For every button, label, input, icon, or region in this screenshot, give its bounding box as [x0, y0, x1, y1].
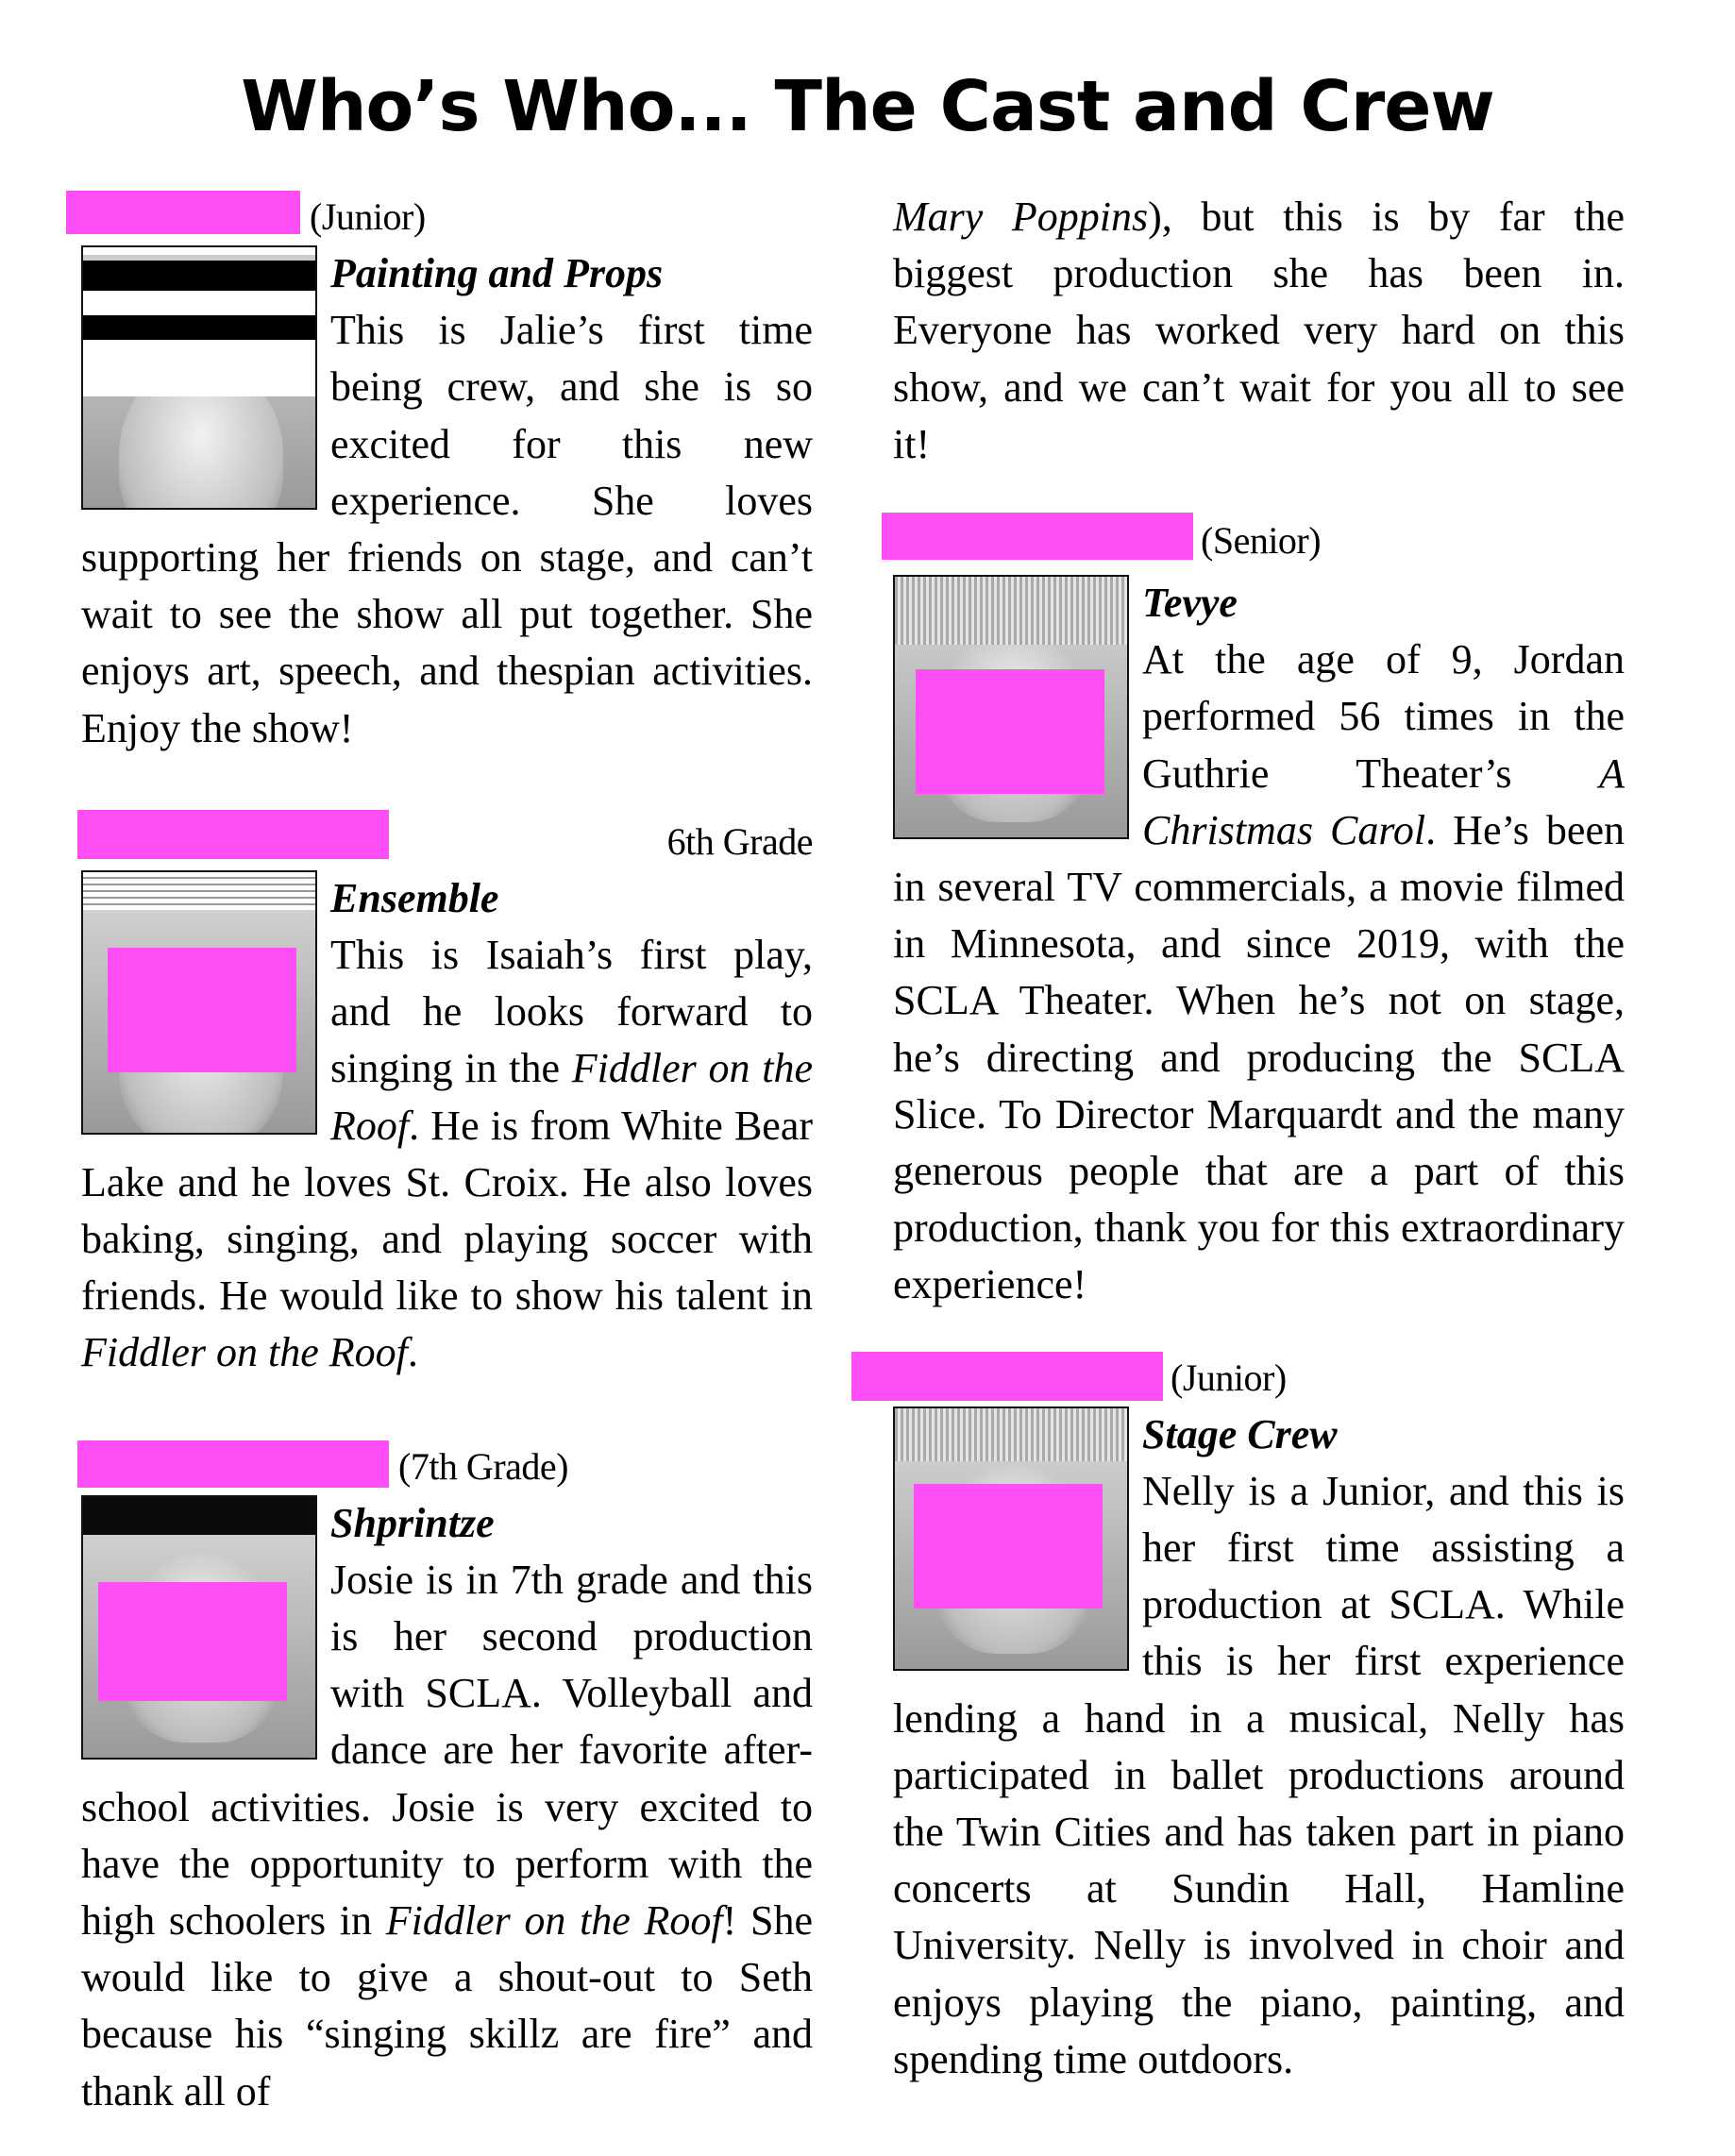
name-line [81, 814, 813, 870]
bio-text: This is Jalie’s first time being crew, and she is so excited for this new experience. She loves supporting her friends on stage, and can’t wait to see the show all put together. She enjoys art, speech, and thespian activities. Enjoy the show! [81, 307, 813, 751]
headshot-photo [893, 575, 1129, 839]
photo-stripes [83, 872, 315, 910]
name-line [893, 518, 1625, 575]
page-title: Who’s Who... The Cast and Crew [241, 66, 1494, 147]
name-line [893, 1350, 1625, 1406]
photo-noise [895, 577, 1127, 645]
grade-label: (7th Grade) [398, 1444, 568, 1488]
name-redaction [77, 810, 389, 859]
left-column [81, 189, 813, 2120]
headshot-photo [81, 870, 317, 1135]
cast-entry [81, 814, 813, 1382]
role-name: Ensemble [330, 874, 499, 921]
role-name: Tevye [1142, 580, 1238, 627]
name-line [81, 1439, 813, 1495]
grade-label: 6th Grade [666, 819, 813, 863]
name-redaction [77, 1440, 389, 1488]
grade-label: (Senior) [1201, 519, 1322, 563]
bio-text: This is Isaiah’s first play, and he looks forward to singing in the Fiddler on the Roof. He is from White Bear Lake and he loves St. Croix. He also loves baking, singing, and playing soccer with friends. He would like to show his talent in Fiddler on the Roof. [81, 932, 813, 1376]
cast-entry [81, 1439, 813, 2120]
bio-text: At the age of 9, Jordan performed 56 times in the Guthrie Theater’s A Christmas Carol. He’s been in several TV commercials, a movie filmed in Minnesota, and since 2019, with the SCLA Theater. When he’s not on stage, he’s directing and producing the SCLA Slice. To Director Marquardt and the many generous people that are a part of this production, thank you for this extraordinary experience! [893, 636, 1625, 1308]
cast-entry [81, 189, 813, 757]
face-redaction [98, 1582, 287, 1701]
role-name: Stage Crew [1142, 1410, 1338, 1457]
role-name: Shprintze [330, 1499, 495, 1546]
photo-noise [895, 1408, 1127, 1461]
bio-text: Nelly is a Junior, and this is her first time assisting a production at SCLA. While this is her first experience lending a hand in a musical, Nelly has participated in ballet productions around the Twin Cities and has taken part in piano concerts at Sundin Hall, Hamline University. Nelly is involved in choir and enjoys playing the piano, painting, and spending time outdoors. [893, 1467, 1625, 2082]
face-redaction [914, 1484, 1103, 1609]
grade-label: (Junior) [1171, 1356, 1287, 1399]
name-redaction [882, 513, 1193, 560]
name-line [81, 189, 813, 245]
bio-continuation: Mary Poppins), but this is by far the biggest production she has been in. Everyone has worked very hard on this show, and we can’t wait for you all to see it! [893, 194, 1626, 467]
face-redaction [108, 948, 296, 1072]
right-column [893, 189, 1625, 2088]
cast-entry [893, 1350, 1625, 2088]
photo-bars [83, 247, 315, 396]
face-redaction [916, 669, 1104, 794]
headshot-photo [81, 245, 317, 510]
grade-label: (Junior) [310, 195, 426, 238]
cast-entry [893, 518, 1625, 1314]
headshot-photo [893, 1406, 1129, 1671]
headshot-photo [81, 1495, 317, 1760]
bio-text: Josie is in 7th grade and this is her second production with SCLA. Volleyball and dance are her favorite after-school activities. Josie is very excited to have the opportunity to perform with the high schoolers in Fiddler on the Roof! She would like to give a shout-out to Seth because his “singing skillz are fire” and thank all of [81, 1556, 813, 2114]
name-redaction [66, 191, 300, 234]
role-name: Painting and Props [330, 250, 664, 296]
name-redaction [851, 1352, 1163, 1401]
photo-band [83, 1497, 315, 1535]
